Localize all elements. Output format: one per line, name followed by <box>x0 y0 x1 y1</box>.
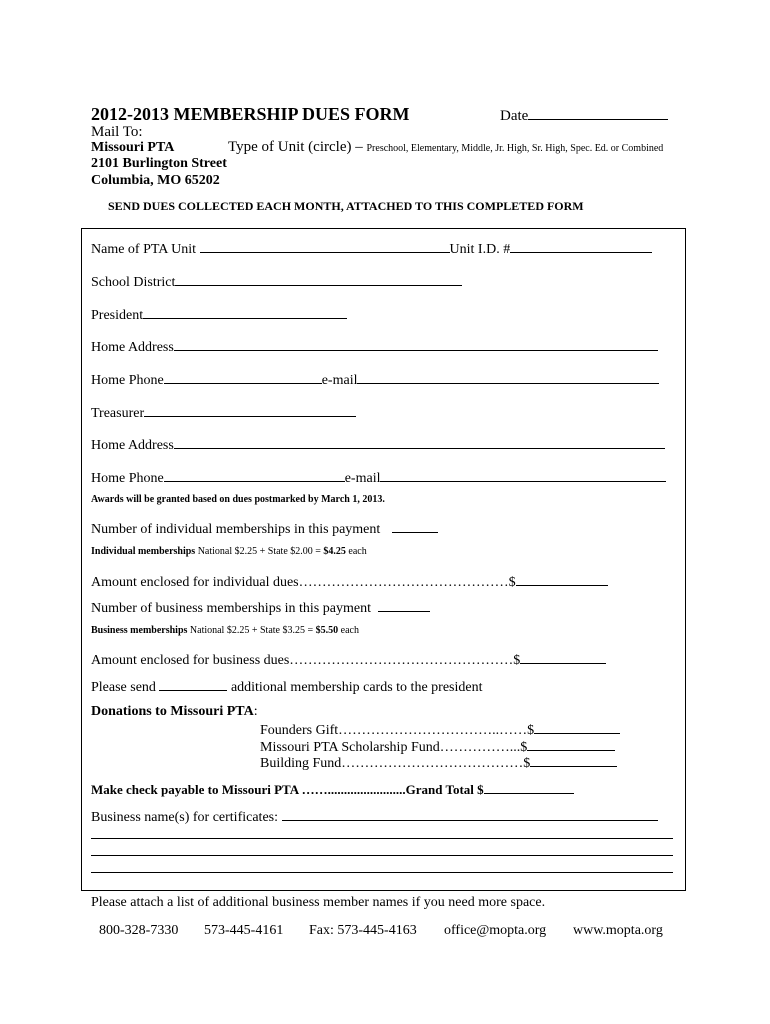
footer-phone-2: 573-445-4161 <box>204 923 284 938</box>
email-field-1[interactable] <box>357 370 659 384</box>
email-field-2[interactable] <box>380 468 666 482</box>
treasurer-field[interactable] <box>144 403 356 417</box>
num-business-row: Number of business memberships in this payment <box>91 598 430 617</box>
please-send-row: Please send additional membership cards to the president <box>91 677 482 696</box>
home-phone-row-1: Home Phone e-mail <box>91 370 659 389</box>
home-address-field-2[interactable] <box>174 435 665 449</box>
mail-to-label: Mail To: <box>91 124 143 140</box>
business-rate-row: Business memberships National $2.25 + State $3.25 = $5.50 each <box>91 625 359 636</box>
amount-individual-row: Amount enclosed for individual dues………………………………………$ <box>91 572 608 591</box>
attach-note: Please attach a list of additional business member names if you need more space. <box>91 895 546 910</box>
date-label: Date <box>500 106 668 125</box>
business-names-line-3[interactable] <box>91 855 673 856</box>
building-fund-field[interactable] <box>530 753 617 767</box>
president-row: President <box>91 305 347 324</box>
num-business-field[interactable] <box>378 598 430 612</box>
footer-website[interactable]: www.mopta.org <box>573 923 663 938</box>
date-field[interactable] <box>528 106 668 120</box>
city-address: Columbia, MO 65202 <box>91 173 220 188</box>
awards-note: Awards will be granted based on dues postmarked by March 1, 2013. <box>91 494 385 505</box>
building-fund-row: Building Fund…………………………………$ <box>260 753 617 772</box>
amount-individual-field[interactable] <box>516 572 608 586</box>
school-district-row: School District <box>91 272 462 291</box>
unit-type-label: Type of Unit (circle) – <box>228 139 363 155</box>
business-names-row: Business name(s) for certificates: <box>91 807 658 826</box>
business-names-line-2[interactable] <box>91 838 673 839</box>
unit-name-field[interactable] <box>200 239 450 253</box>
cards-count-field[interactable] <box>159 677 227 691</box>
donations-title: Donations to Missouri PTA: <box>91 704 258 719</box>
footer-phone-1: 800-328-7330 <box>99 923 179 938</box>
home-address-field-1[interactable] <box>174 337 658 351</box>
grand-total-field[interactable] <box>484 780 574 794</box>
business-names-line-4[interactable] <box>91 872 673 873</box>
home-address-row-2: Home Address <box>91 435 665 454</box>
scholarship-fund-field[interactable] <box>527 737 615 751</box>
founders-gift-row: Founders Gift……………………………..……$ <box>260 720 620 739</box>
amount-business-row: Amount enclosed for business dues…………………………………………$ <box>91 650 606 669</box>
individual-rate-row: Individual memberships National $2.25 + State $2.00 = $4.25 each <box>91 546 367 557</box>
form-title: 2012-2013 MEMBERSHIP DUES FORM <box>91 104 410 124</box>
business-names-field[interactable] <box>282 807 658 821</box>
unit-id-field[interactable] <box>510 239 652 253</box>
scholarship-fund-row: Missouri PTA Scholarship Fund……………...$ <box>260 737 615 756</box>
num-individual-row: Number of individual memberships in this payment <box>91 519 438 538</box>
home-phone-row-2: Home Phone e-mail <box>91 468 666 487</box>
org-name: Missouri PTA <box>91 140 175 155</box>
home-phone-field-1[interactable] <box>164 370 322 384</box>
unit-name-row: Name of PTA Unit Unit I.D. # <box>91 239 652 258</box>
amount-business-field[interactable] <box>520 650 606 664</box>
footer-email[interactable]: office@mopta.org <box>444 923 547 938</box>
school-district-field[interactable] <box>175 272 462 286</box>
unit-type-options[interactable]: Preschool, Elementary, Middle, Jr. High, Sr. High, Spec. Ed. or Combined <box>366 143 664 154</box>
street-address: 2101 Burlington Street <box>91 156 227 171</box>
grand-total-row: Make check payable to Missouri PTA ……........................Grand Total $ <box>91 780 574 798</box>
footer-fax: Fax: 573-445-4163 <box>309 923 417 938</box>
instruction-text: SEND DUES COLLECTED EACH MONTH, ATTACHED TO THIS COMPLETED FORM <box>108 199 584 213</box>
president-field[interactable] <box>143 305 347 319</box>
treasurer-row: Treasurer <box>91 403 356 422</box>
home-address-row-1: Home Address <box>91 337 658 356</box>
unit-type-row <box>228 139 663 156</box>
num-individual-field[interactable] <box>392 519 438 533</box>
home-phone-field-2[interactable] <box>164 468 345 482</box>
founders-gift-field[interactable] <box>534 720 620 734</box>
